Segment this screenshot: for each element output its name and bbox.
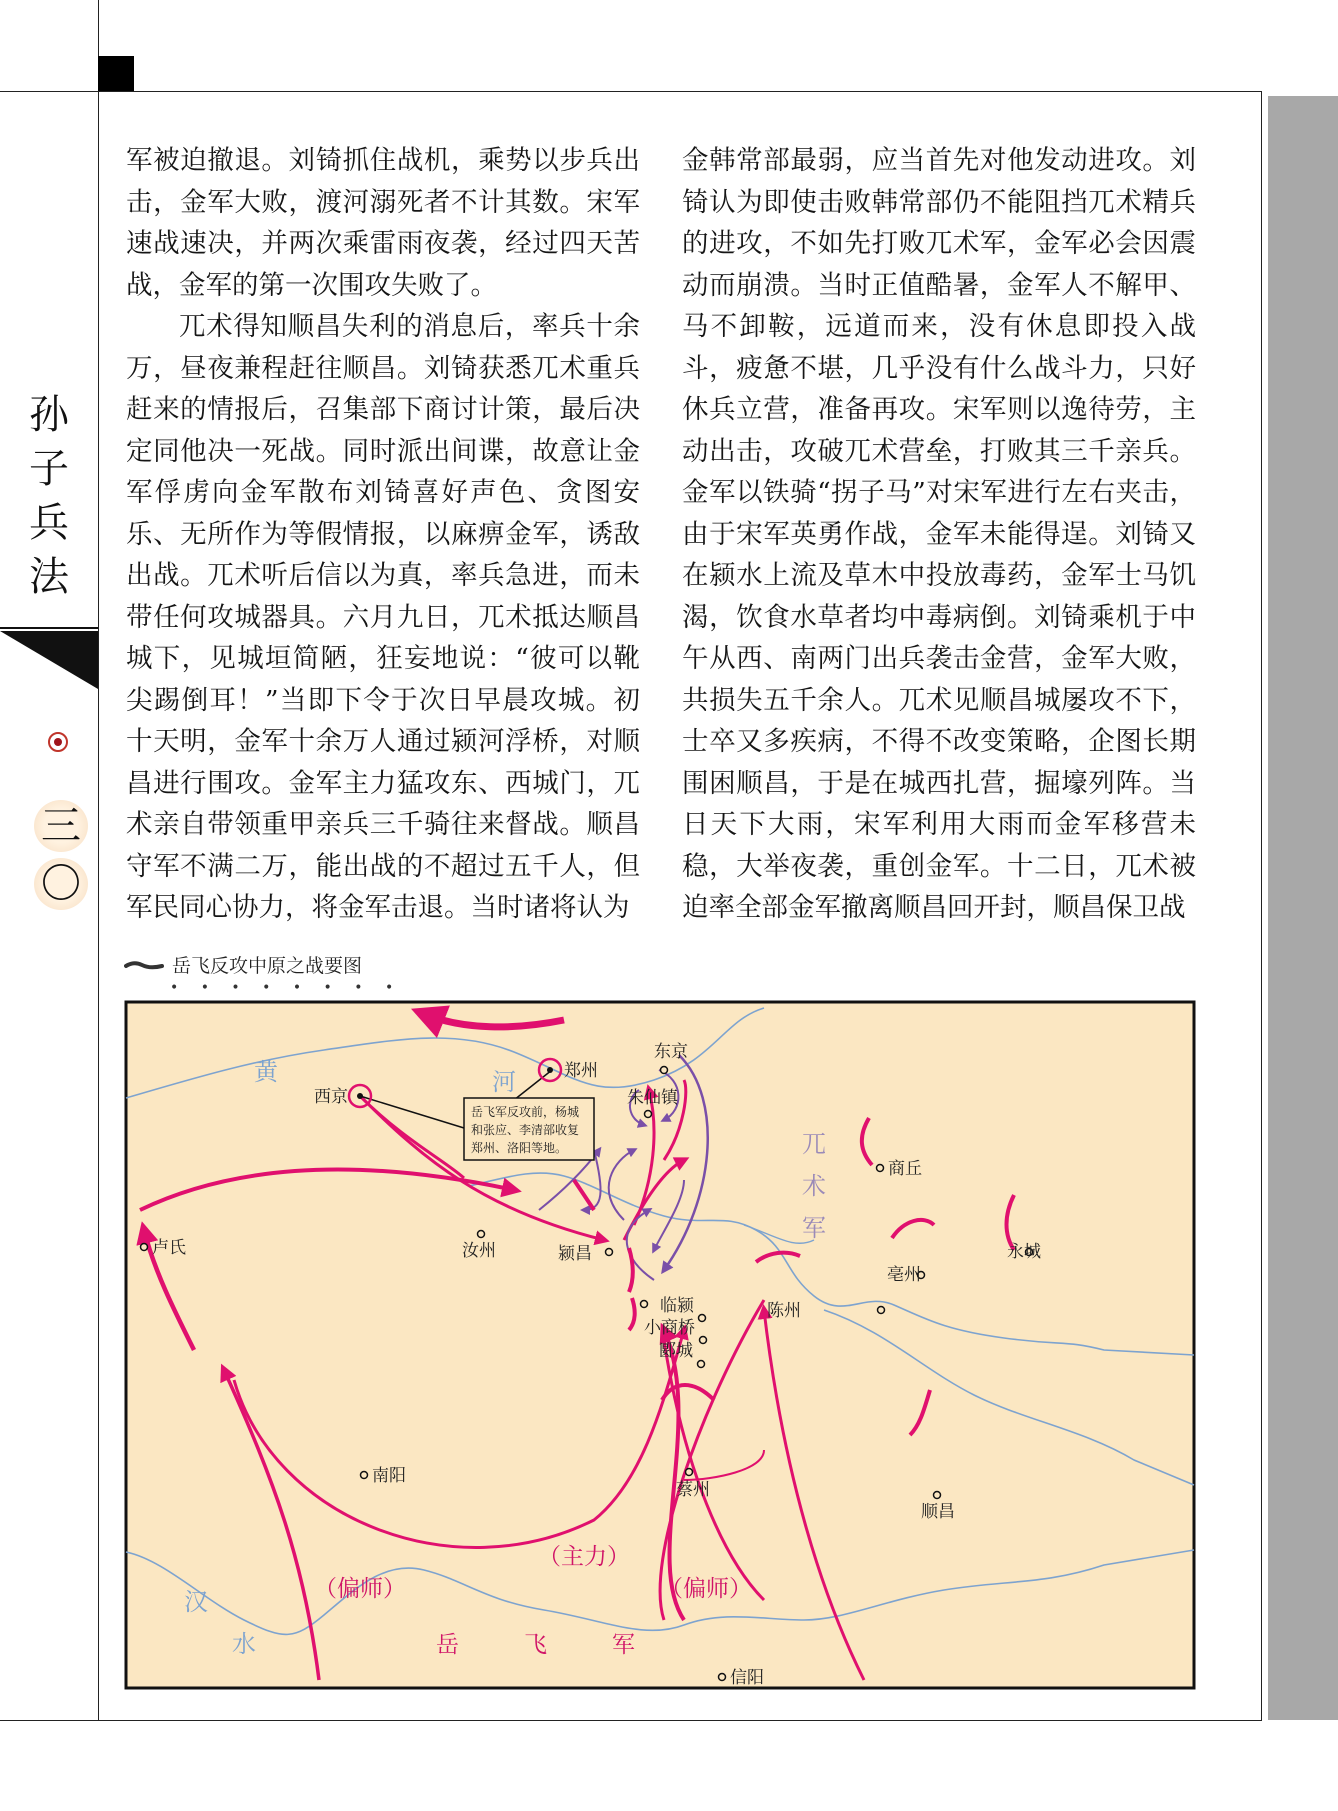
- book-title-char: 兵: [29, 500, 69, 546]
- enemy-label: 兀: [802, 1130, 826, 1158]
- frame-top-rule: [0, 91, 1262, 92]
- brush-stroke-icon: [124, 958, 164, 972]
- place-label: 商丘: [888, 1159, 922, 1179]
- place-label: 信阳: [730, 1668, 764, 1688]
- place-label: 永城: [1007, 1242, 1041, 1262]
- river-label: 汉: [184, 1588, 208, 1616]
- note-line: 和张应、李清部收复: [471, 1123, 580, 1137]
- text-column-right: [682, 140, 1196, 929]
- place-label: 颍昌: [558, 1244, 592, 1264]
- place-label: 南阳: [372, 1466, 406, 1486]
- note-line: 岳飞军反攻前，杨城: [471, 1105, 580, 1119]
- note-line: 郑州、洛阳等地。: [471, 1141, 568, 1155]
- battle-map: [124, 1000, 1196, 1690]
- note-text: [471, 1104, 583, 1155]
- side-wedge-ornament: [0, 631, 98, 691]
- frame-right-rule: [1261, 91, 1262, 1720]
- place-label: 西京: [314, 1087, 348, 1107]
- army-label: 飞: [524, 1632, 547, 1658]
- army-label: 岳: [436, 1632, 459, 1658]
- corner-block: [98, 56, 134, 91]
- place-label: 临颍: [660, 1296, 694, 1316]
- river-label: 河: [492, 1068, 516, 1096]
- place-label: 卢氏: [152, 1238, 186, 1258]
- enemy-label: 军: [802, 1214, 826, 1242]
- side-gray-bar: [1268, 96, 1338, 1720]
- place-label: 朱仙镇: [627, 1088, 678, 1108]
- book-title-char: 法: [29, 554, 69, 600]
- place-label: 郑州: [564, 1061, 598, 1081]
- paragraph: 金韩常部最弱，应当首先对他发动进攻。刘锜认为即使击败韩常部仍不能阻挡兀术精兵的进攻，不如先打败兀术军，金军必会因震动而崩溃。当时正值酷暑，金军人不解甲、马不卸鞍，远道而来，没有休息即投入战斗，疲惫不堪，几乎没有什么战斗力，只好休兵立营，准备再攻。宋军则以逸待劳，主动出击，攻破兀术营垒，打败其三千亲兵。金军以铁骑“拐子马”对宋军进行左右夹击，由于宋军英勇作战，金军未能得逞。刘锜又在颍水上流及草木中投放毒药，金军士马饥渴，饮食水草者均中毒病倒。刘锜乘机于中午从西、南两门出兵袭击金营，金军大败，共损失五千余人。兀术见顺昌城屡攻不下，士卒又多疾病，不得不改变策略，企图长期围困顺昌，于是在城西扎营，掘壕列阵。当日天下大雨，宋军利用大雨而金军移营未稳，大举夜袭，重创金军。十二日，兀术被迫率全部金军撤离顺昌回开封，顺昌保卫战: [682, 145, 1196, 923]
- force-label: （偏师）: [314, 1576, 406, 1602]
- place-label: 小商桥: [644, 1318, 695, 1338]
- place-label: 汝州: [462, 1241, 496, 1261]
- place-label: 蔡州: [676, 1480, 710, 1500]
- place-label: 陈州: [767, 1301, 801, 1321]
- place-label: 顺昌: [921, 1502, 955, 1522]
- frame-bottom-rule: [0, 1720, 1262, 1721]
- river-label: 黄: [254, 1058, 278, 1086]
- city-dot: [357, 1093, 363, 1099]
- side-title-rule: [0, 627, 98, 629]
- frame-vertical-rule: [98, 0, 99, 1720]
- page-number: [34, 800, 88, 916]
- book-title-char: 孙: [29, 392, 69, 438]
- enemy-label: 术: [802, 1172, 826, 1200]
- army-label: 军: [612, 1632, 635, 1658]
- page-number-char: 三: [34, 800, 88, 852]
- river-label: 水: [232, 1630, 256, 1658]
- red-dot-icon: [48, 732, 68, 752]
- force-label: （偏师）: [660, 1576, 752, 1602]
- map-caption-text: 岳飞反攻中原之战要图: [172, 955, 363, 977]
- book-title-vertical: [0, 388, 98, 604]
- paragraph: 军被迫撤退。刘锜抓住战机，乘势以步兵出击，金军大败，渡河溺死者不计其数。宋军速战速决，并两次乘雷雨夜袭，经过四天苦战，金军的第一次围攻失败了。: [126, 145, 640, 301]
- book-title-char: 子: [29, 446, 69, 492]
- page-number-char: 〇: [34, 858, 88, 910]
- paragraph: 兀术得知顺昌失利的消息后，率兵十余万，昼夜兼程赶往顺昌。刘锜获悉兀术重兵赶来的情报后，召集部下商讨计策，最后决定同他决一死战。同时派出间谍，故意让金军俘虏向金军散布刘锜喜好声色、贪图安乐、无所作为等假情报，以麻痹金军，诱敌出战。兀术听后信以为真，率兵急进，而未带任何攻城器具。六月九日，兀术抵达顺昌城下，见城垣简陋，狂妄地说：“彼可以靴尖踢倒耳！”当即下令于次日早晨攻城。初十天明，金军十余万人通过颍河浮桥，对顺昌进行围攻。金军主力猛攻东、西城门，兀术亲自带领重甲亲兵三千骑往来督战。顺昌守军不满二万，能出战的不超过五千人，但军民同心协力，将金军击退。当时诸将认为: [126, 311, 640, 923]
- place-label: 亳州: [887, 1265, 921, 1285]
- place-label: 郾城: [659, 1341, 693, 1361]
- place-label: 东京: [654, 1042, 688, 1062]
- map-caption: [124, 951, 362, 978]
- caption-dots: • • • • • • • •: [170, 980, 403, 996]
- city-dot: [547, 1067, 553, 1073]
- force-label: （主力）: [538, 1544, 630, 1570]
- text-column-left: [126, 140, 640, 929]
